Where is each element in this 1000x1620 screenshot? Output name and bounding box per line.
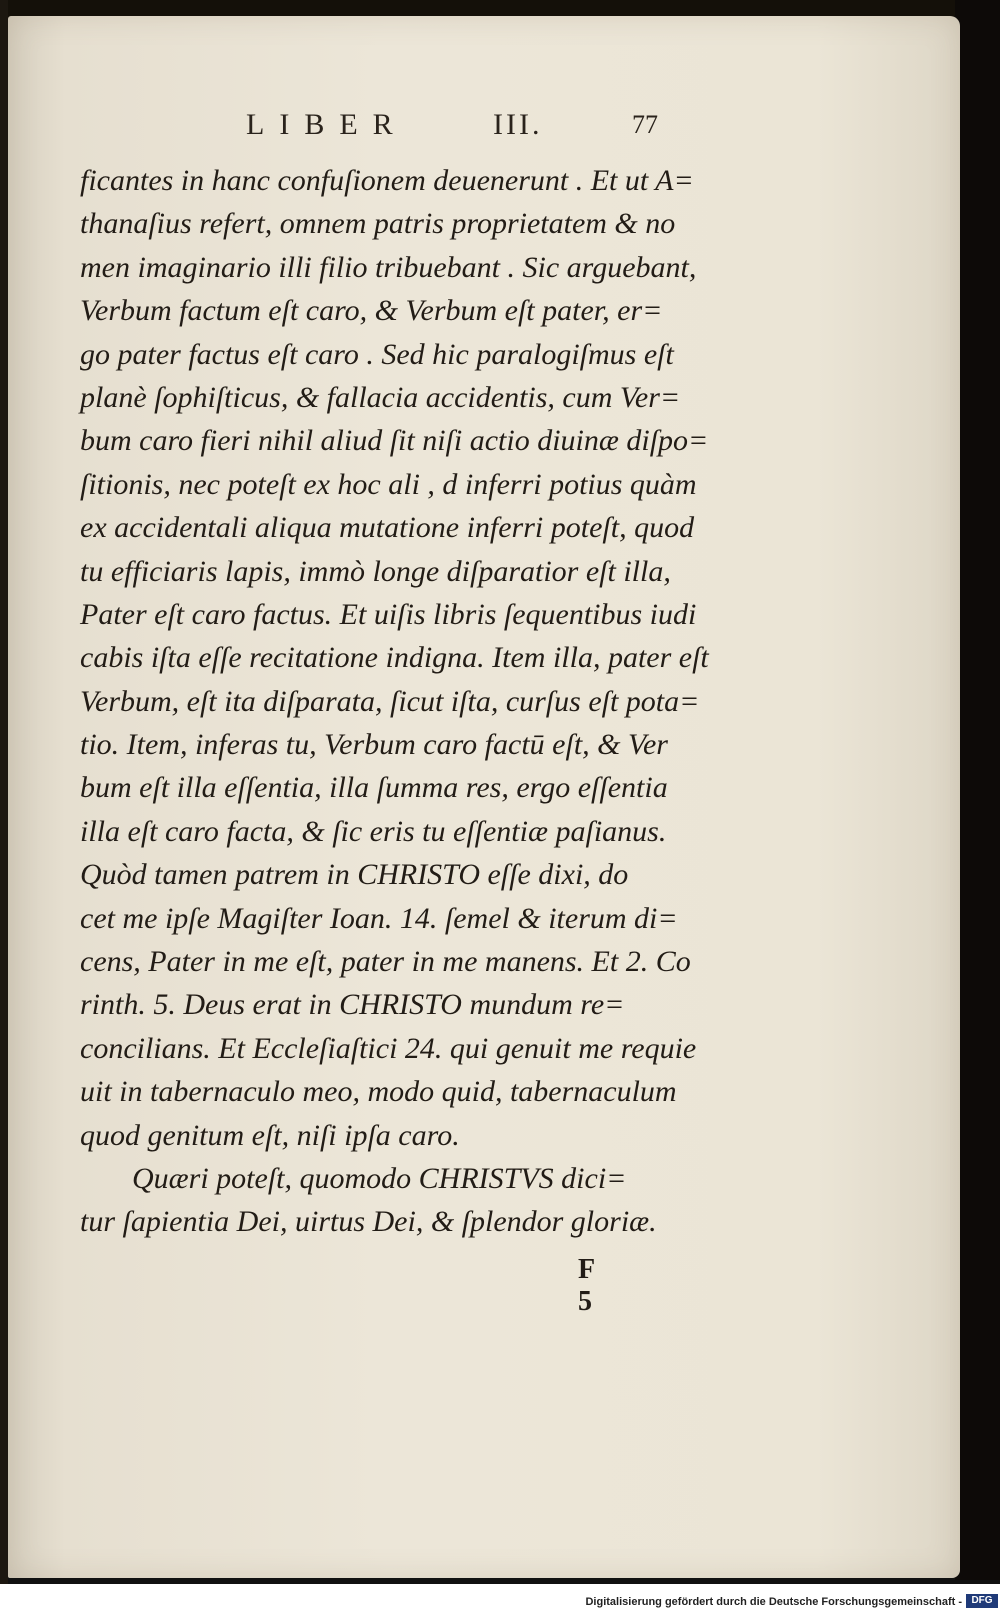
header-title: LIBER (246, 108, 408, 141)
text-line: tu efficiaris lapis, immò longe diſparatior eſt illa, (80, 554, 671, 588)
text-line: quod genitum eſt, niſi ipſa caro. (80, 1118, 460, 1152)
text-line: rinth. 5. Deus erat in CHRISTO mundum re= (80, 988, 625, 1022)
scan-background-left (0, 0, 8, 1620)
text-line: cabis iſta eſſe recitatione indigna. Item illa, pater eſt (80, 641, 709, 675)
text-line: go pater factus eſt caro . Sed hic paralogiſmus eſt (80, 337, 674, 371)
text-line: ex accidentali aliqua mutatione inferri poteſt, quod (80, 511, 695, 545)
footer-credit: Digitalisierung gefördert durch die Deutsche Forschungsgemeinschaft - (585, 1596, 962, 1608)
text-line: Verbum, eſt ita diſparata, ſicut iſta, curſus eſt pota= (80, 684, 700, 718)
text-line: concilians. Et Eccleſiaſtici 24. qui genuit me requie (80, 1031, 697, 1065)
body-text (80, 159, 740, 1244)
dfg-logo: DFG (966, 1594, 998, 1608)
scan-background-right (955, 0, 1000, 1580)
text-line: men imaginario illi filio tribuebant . Sic arguebant, (80, 250, 697, 284)
text-line: tio. Item, inferas tu, Verbum caro factū eſt, & Ver (80, 728, 668, 762)
text-line-paragraph-start: Quæri poteſt, quomodo CHRISTVS dici= (132, 1161, 627, 1195)
text-line: Quòd tamen patrem in CHRISTO eſſe dixi, do (80, 858, 629, 892)
text-line: Pater eſt caro factus. Et uiſis libris ſequentibus iudi (80, 597, 697, 631)
text-line: bum caro fieri nihil aliud ſit niſi actio diuinæ diſpo= (80, 424, 709, 458)
text-line: Verbum factum eſt caro, & Verbum eſt pater, er= (80, 294, 663, 328)
text-line: uit in tabernaculo meo, modo quid, tabernaculum (80, 1075, 677, 1109)
text-line: bum eſt illa eſſentia, illa ſumma res, ergo eſſentia (80, 771, 668, 805)
text-line: ſitionis, nec poteſt ex hoc ali , d inferri potius quàm (80, 467, 697, 501)
page-number: 77 (632, 110, 658, 139)
text-line: thanaſius refert, omnem patris proprietatem & no (80, 207, 676, 241)
book-page (8, 16, 960, 1578)
digitization-footer (0, 1584, 1000, 1620)
text-line: cens, Pater in me eſt, pater in me manens. Et 2. Co (80, 945, 691, 979)
text-line: planè ſophiſticus, & fallacia accidentis, cum Ver= (80, 380, 681, 414)
catchword-signature: F 5 (578, 1254, 617, 1317)
text-line: tur ſapientia Dei, uirtus Dei, & ſplendor gloriæ. (80, 1205, 657, 1239)
text-line: cet me ipſe Magiſter Ioan. 14. ſemel & iterum di= (80, 901, 678, 935)
text-line: ficantes in hanc confuſionem deuenerunt . Et ut A= (80, 164, 694, 197)
header-book-number: III. (493, 108, 543, 141)
running-header (228, 100, 688, 150)
text-line: illa eſt caro facta, & ſic eris tu eſſentiæ paſianus. (80, 814, 667, 848)
